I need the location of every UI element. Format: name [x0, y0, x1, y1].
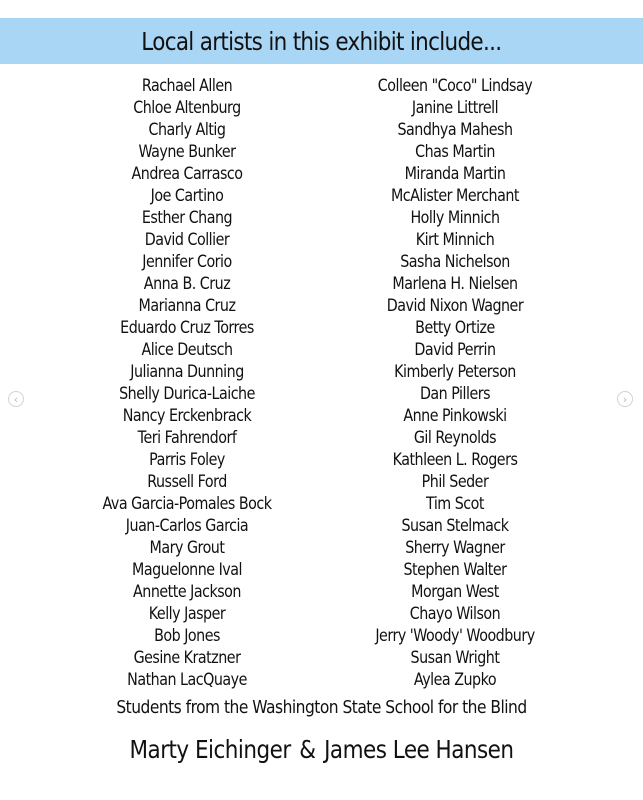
- artist-name: Ava Garcia-Pomales Bock: [102, 494, 272, 514]
- students-credit: Students from the Washington State School for the Blind: [116, 697, 527, 718]
- header-band: [0, 18, 643, 64]
- artist-name: Mary Grout: [149, 538, 225, 558]
- artist-name: Anna B. Cruz: [143, 274, 231, 294]
- artist-name: Julianna Dunning: [130, 362, 244, 382]
- artist-name: Dan Pillers: [419, 384, 491, 404]
- artist-name: McAlister Merchant: [390, 186, 519, 206]
- artist-name: Colleen "Coco" Lindsay: [377, 76, 533, 96]
- artist-name: Wayne Bunker: [138, 142, 236, 162]
- artist-name: Sasha Nichelson: [400, 252, 510, 272]
- artist-name: Kelly Jasper: [148, 604, 226, 624]
- artist-name: Bob Jones: [154, 626, 220, 646]
- artist-name: Marlena H. Nielsen: [392, 274, 518, 294]
- artist-name: Alice Deutsch: [141, 340, 233, 360]
- artist-name: Janine Littrell: [411, 98, 499, 118]
- artist-name: Morgan West: [411, 582, 499, 602]
- artist-list-left: [37, 75, 337, 691]
- organizers-credit: [45, 733, 598, 767]
- ampersand: &: [299, 735, 316, 764]
- artist-name: Chayo Wilson: [409, 604, 501, 624]
- artist-name: Stephen Walter: [403, 560, 507, 580]
- artist-name: Aylea Zupko: [413, 670, 497, 690]
- artist-name: Betty Ortize: [415, 318, 495, 338]
- artist-name: Chloe Altenburg: [133, 98, 241, 118]
- artist-name: Juan-Carlos Garcia: [125, 516, 249, 536]
- artist-name: Sherry Wagner: [405, 538, 505, 558]
- artist-name: Charly Altig: [148, 120, 226, 140]
- carousel-next-button[interactable]: [617, 391, 633, 407]
- artist-name: Rachael Allen: [141, 76, 233, 96]
- artist-name: Sandhya Mahesh: [397, 120, 513, 140]
- artist-name: Chas Martin: [415, 142, 495, 162]
- artist-name: Anne Pinkowski: [403, 406, 507, 426]
- artist-name: David Nixon Wagner: [386, 296, 524, 316]
- artist-name: Russell Ford: [147, 472, 227, 492]
- chevron-right-icon: ›: [622, 393, 628, 406]
- artist-name: Susan Stelmack: [401, 516, 509, 536]
- artist-name: Jennifer Corio: [142, 252, 232, 272]
- artist-name: Gil Reynolds: [413, 428, 497, 448]
- artist-name: Miranda Martin: [404, 164, 506, 184]
- carousel-prev-button[interactable]: [8, 391, 24, 407]
- artist-name: Joe Cartino: [150, 186, 224, 206]
- artist-name: Esther Chang: [141, 208, 233, 228]
- artist-name: Jerry 'Woody' Woodbury: [375, 626, 535, 646]
- artist-name: David Collier: [144, 230, 230, 250]
- artist-name: Holly Minnich: [410, 208, 500, 228]
- artist-name: Nathan LacQuaye: [127, 670, 247, 690]
- artist-name: Andrea Carrasco: [131, 164, 243, 184]
- artist-name: David Perrin: [414, 340, 496, 360]
- artist-name: Eduardo Cruz Torres: [120, 318, 254, 338]
- artist-name: Annette Jackson: [133, 582, 241, 602]
- artist-name: Marianna Cruz: [138, 296, 236, 316]
- artist-list-right: [305, 75, 605, 691]
- artist-name: Shelly Durica-Laiche: [119, 384, 255, 404]
- artist-columns: [0, 75, 643, 691]
- artist-name: Gesine Kratzner: [133, 648, 241, 668]
- artist-name: Maguelonne Ival: [132, 560, 242, 580]
- artist-name: Kathleen L. Rogers: [392, 450, 518, 470]
- organizer-name: Marty Eichinger: [129, 735, 291, 764]
- artist-name: Tim Scot: [426, 494, 484, 514]
- artist-name: Nancy Erckenbrack: [122, 406, 252, 426]
- artist-name: Kimberly Peterson: [394, 362, 516, 382]
- artist-name: Kirt Minnich: [415, 230, 495, 250]
- artist-name: Teri Fahrendorf: [137, 428, 237, 448]
- artist-name: Phil Seder: [421, 472, 489, 492]
- artist-name: Susan Wright: [410, 648, 500, 668]
- organizer-name: James Lee Hansen: [324, 735, 514, 764]
- chevron-left-icon: ‹: [13, 393, 19, 406]
- page-title: Local artists in this exhibit include...: [141, 26, 502, 56]
- artist-name: Parris Foley: [149, 450, 225, 470]
